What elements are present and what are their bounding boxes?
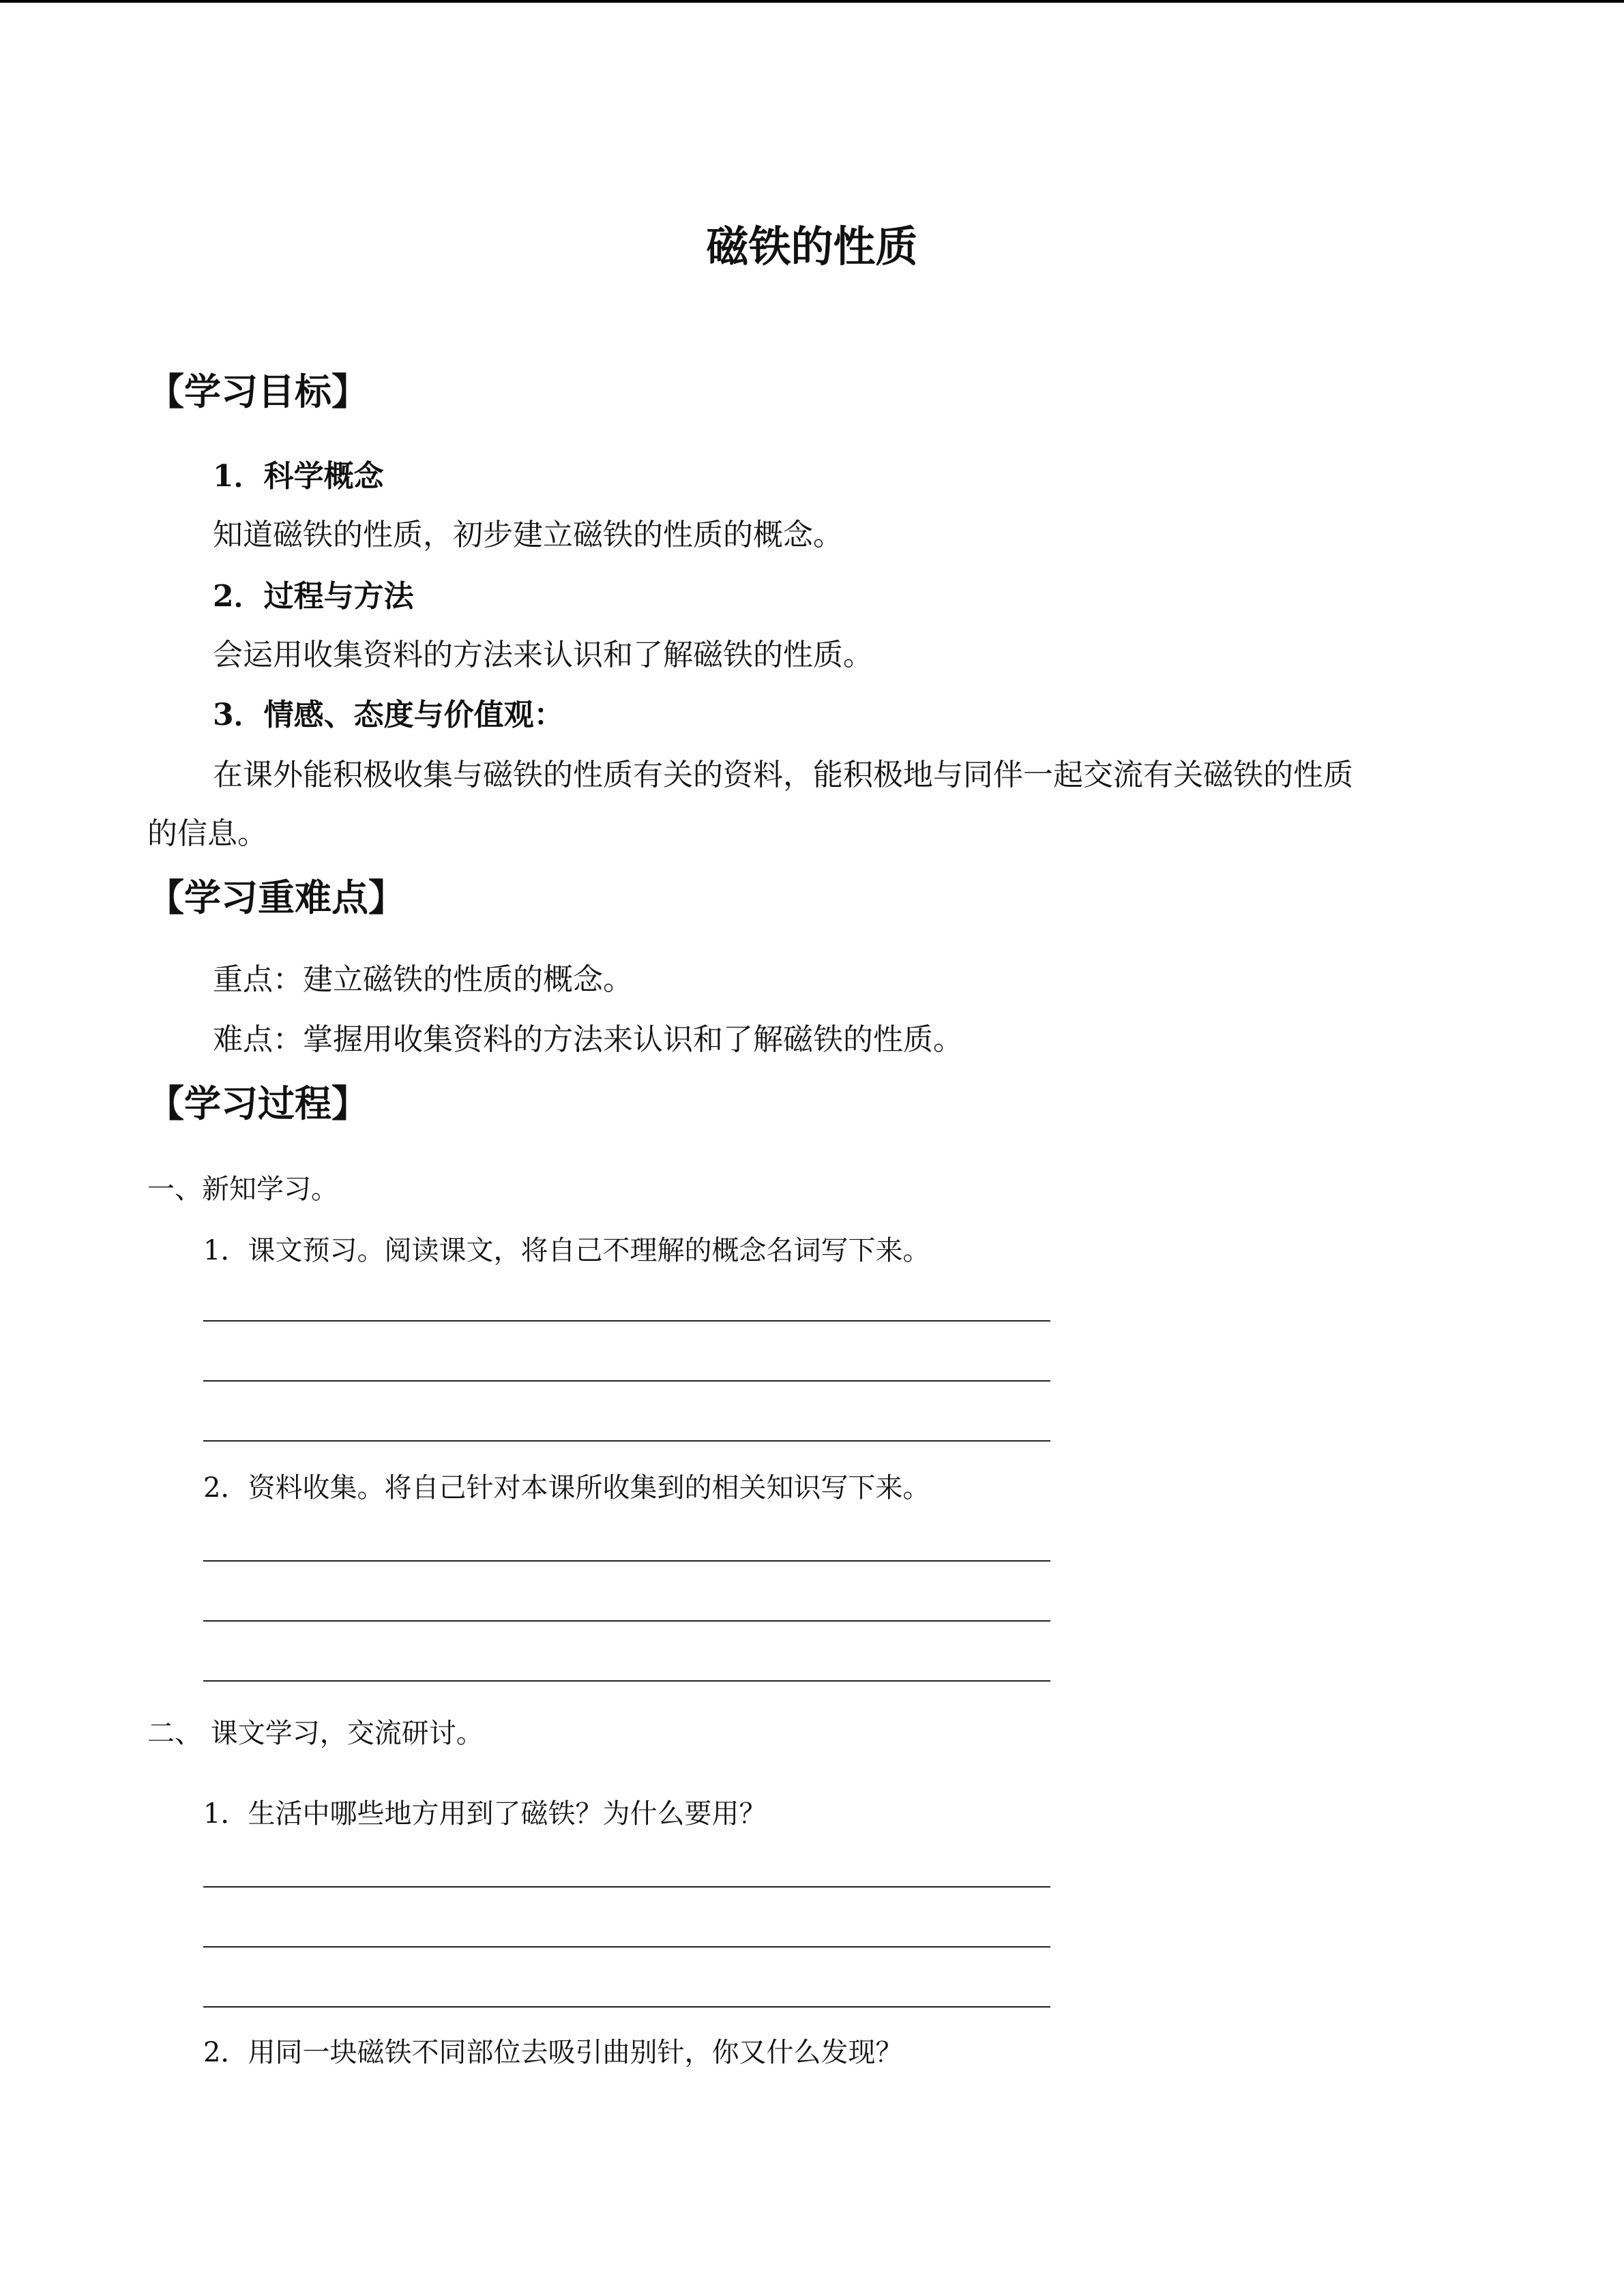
answer-line [203,1886,1050,1888]
goal-concept-heading: 1．科学概念 [213,459,384,494]
goal-concept-text: 知道磁铁的性质，初步建立磁铁的性质的概念。 [213,518,843,552]
answer-line [203,1440,1050,1442]
answer-line [203,1946,1050,1948]
answer-line [203,1380,1050,1382]
goal-process-text: 会运用收集资料的方法来认识和了解磁铁的性质。 [213,638,873,672]
answer-line [203,1680,1050,1682]
section-heading-process: 【学习过程】 [147,1082,368,1125]
goal-attitude-text-line2: 的信息。 [147,816,267,851]
page-title: 磁铁的性质 [706,222,918,271]
goal-process-heading: 2．过程与方法 [213,579,414,614]
section-heading-goals: 【学习目标】 [147,370,368,413]
part2-question-2: 2．用同一块磁铁不同部位去吸引曲别针，你又什么发现？ [203,2037,903,2068]
part1-question-2: 2．资料收集。将自己针对本课所收集到的相关知识写下来。 [203,1472,930,1504]
part1-heading: 一、新知学习。 [147,1174,338,1205]
answer-line [203,1560,1050,1562]
part2-question-1: 1．生活中哪些地方用到了磁铁？为什么要用？ [203,1798,767,1830]
goal-attitude-text-line1: 在课外能积极收集与磁铁的性质有关的资料，能积极地与同伴一起交流有关磁铁的性质 [213,758,1353,792]
key-point-difficulty: 难点：掌握用收集资料的方法来认识和了解磁铁的性质。 [213,1022,963,1057]
key-point-focus: 重点：建立磁铁的性质的概念。 [213,962,633,997]
part1-question-1: 1．课文预习。阅读课文，将自己不理解的概念名词写下来。 [203,1235,930,1266]
page-top-border [0,0,1624,3]
answer-line [203,2006,1050,2008]
section-heading-key-points: 【学习重难点】 [147,876,405,919]
answer-line [203,1320,1050,1322]
answer-line [203,1620,1050,1622]
goal-attitude-heading: 3．情感、态度与价值观： [213,698,564,732]
part2-heading: 二、 课文学习，交流研讨。 [147,1718,484,1749]
